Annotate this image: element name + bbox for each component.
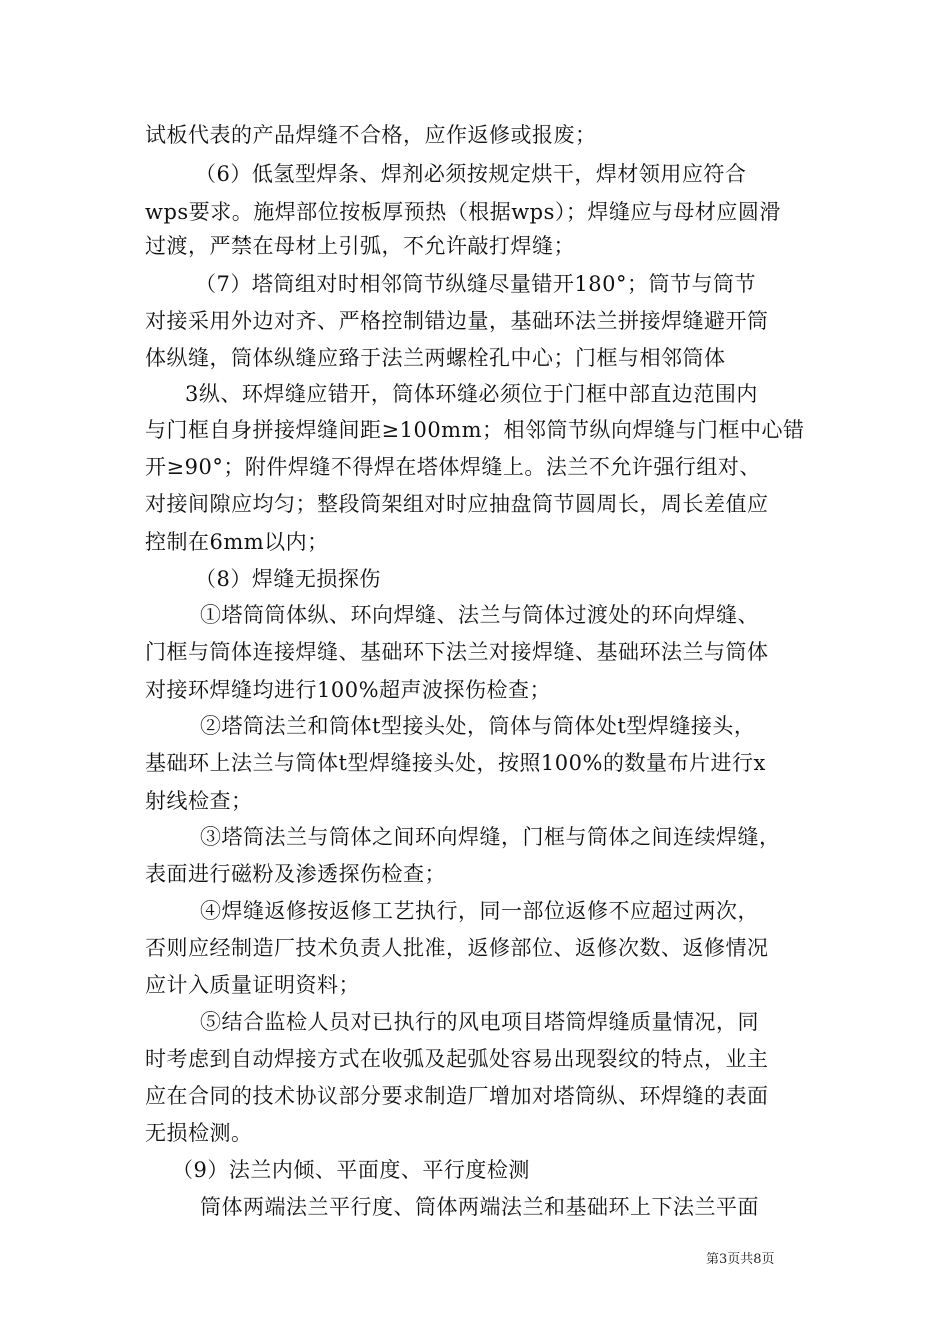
text-line-11: 对接间隙应均匀；整段筒架组对时应抽盘筒节圆周长，周长差值应 (145, 492, 769, 516)
text-line-7: 体纵缝，筒体纵缝应臵于法兰两螺栓孔中心；门框与相邻筒体 (145, 346, 726, 370)
text-line-29: （9）法兰内倾、平面度、平行度检测 (172, 1158, 530, 1182)
text-line-10: 开≥90°；附件焊缝不得焊在塔体焊缝上。法兰不允许强行组对、 (145, 455, 761, 479)
text-line-1: 试板代表的产品焊缝不合格，应作返修或报废； (145, 123, 597, 147)
text-line-20: ③塔筒法兰与筒体之间环向焊缝，门框与筒体之间连续焊缝， (200, 825, 781, 849)
text-line-15: 门框与筒体连接焊缝、基础环下法兰对接焊缝、基础环法兰与筒体 (145, 640, 769, 664)
text-line-2: （6）低氢型焊条、焊剂必须按规定烘干，焊材领用应符合 (195, 162, 747, 186)
text-line-27: 应在合同的技术协议部分要求制造厂增加对塔筒纵、环焊缝的表面 (145, 1084, 769, 1108)
text-line-21: 表面进行磁粉及渗透探伤检查； (145, 862, 446, 886)
text-line-23: 否则应经制造厂技术负责人批准，返修部位、返修次数、返修情况 (145, 936, 769, 960)
text-line-19: 射线检查； (145, 789, 253, 813)
text-line-28: 无损检测。 (145, 1121, 253, 1145)
text-line-4: 过渡，严禁在母材上引弧，不允许敲打焊缝； (145, 234, 575, 258)
text-line-24: 应计入质量证明资料； (145, 973, 360, 997)
text-line-5: （7）塔筒组对时相邻筒节纵缝尽量错开180°；筒节与筒节 (195, 272, 756, 296)
text-line-6: 对接采用外边对齐、严格控制错边量，基础环法兰拼接焊缝避开筒 (145, 309, 769, 333)
text-line-3: wps要求。施焊部位按板厚预热（根据wps）；焊缝应与母材应圆滑 (145, 200, 781, 224)
text-line-25: ⑤结合监检人员对已执行的风电项目塔筒焊缝质量情况，同 (200, 1010, 759, 1034)
text-line-9: 与门框自身拼接焊缝间距≥100mm；相邻筒节纵向焊缝与门框中心错 (145, 418, 805, 442)
text-line-8: 3纵、环焊缝应错开，筒体环缝必须位于门框中部直边范围内 (185, 382, 758, 406)
text-line-26: 时考虑到自动焊接方式在收弧及起弧处容易出现裂纹的特点，业主 (145, 1047, 769, 1071)
text-line-18: 基础环上法兰与筒体t型焊缝接头处，按照100%的数量布片进行x (145, 751, 766, 775)
page-number: 第3页共8页 (706, 1252, 775, 1267)
text-line-22: ④焊缝返修按返修工艺执行，同一部位返修不应超过两次， (200, 899, 759, 923)
text-line-17: ②塔筒法兰和筒体t型接头处，筒体与筒体处t型焊缝接头， (200, 714, 756, 738)
text-line-16: 对接环焊缝均进行100%超声波探伤检查； (145, 678, 552, 702)
text-line-14: ①塔筒筒体纵、环向焊缝、法兰与筒体过渡处的环向焊缝、 (200, 603, 759, 627)
text-line-12: 控制在6mm以内； (145, 530, 329, 554)
text-line-13: （8）焊缝无损探伤 (195, 567, 381, 591)
text-line-30: 筒体两端法兰平行度、筒体两端法兰和基础环上下法兰平面 (200, 1195, 759, 1219)
